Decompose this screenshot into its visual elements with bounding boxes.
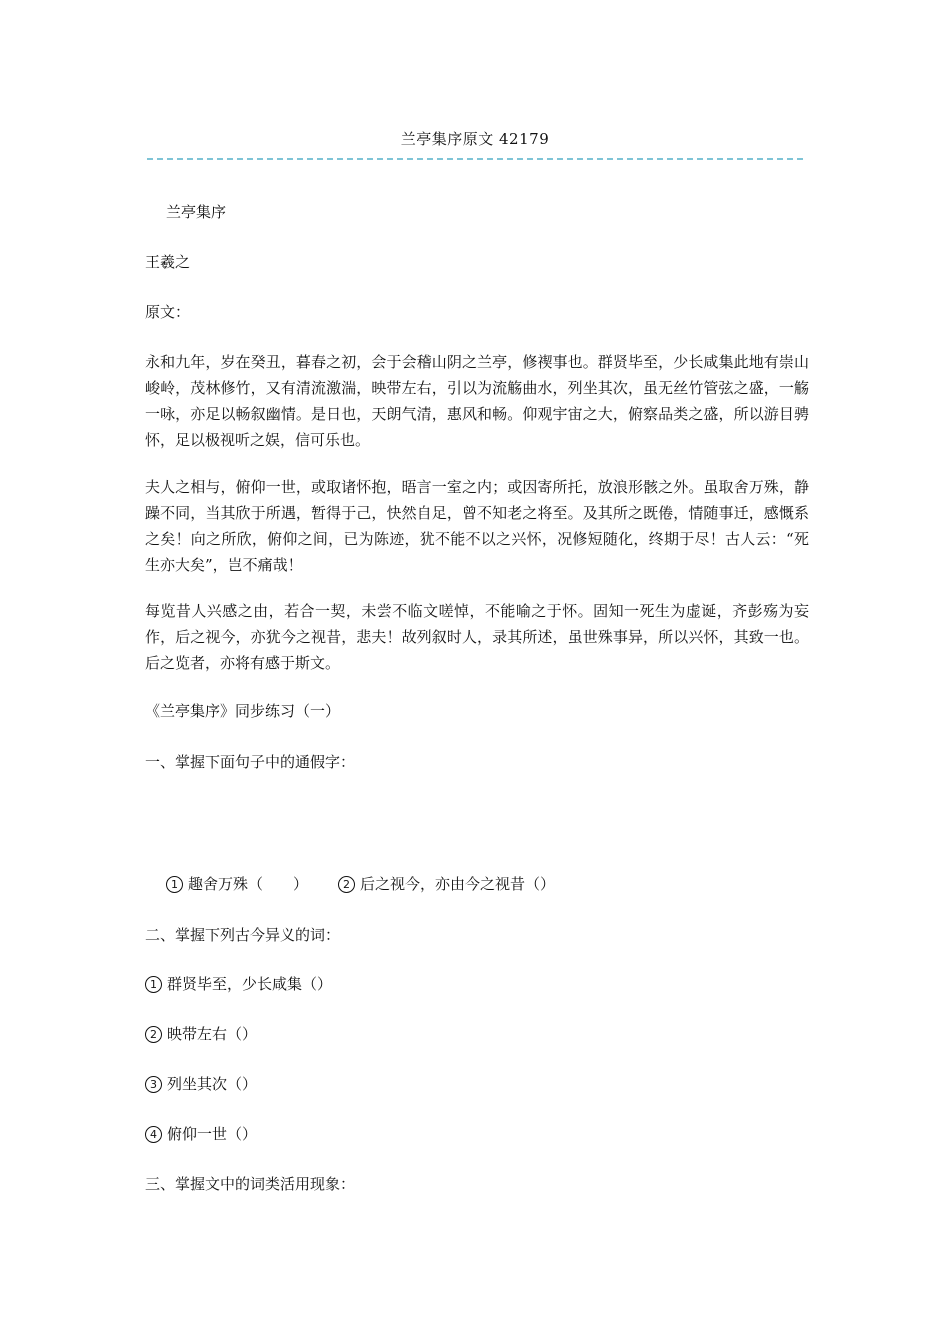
question-text: 映带左右（） bbox=[167, 1025, 258, 1043]
original-label: 原文： bbox=[145, 303, 191, 321]
exercise-title: 《兰亭集序》同步练习（一） bbox=[145, 702, 341, 720]
section-2-heading: 二、掌握下列古今异义的词： bbox=[145, 926, 341, 944]
document-title: 兰亭集序原文 42179 bbox=[400, 130, 550, 148]
number-circle: 1 bbox=[166, 876, 183, 893]
section-2-item bbox=[145, 1121, 809, 1147]
essay-heading: 兰亭集序 bbox=[166, 203, 227, 221]
question-text: 群贤毕至，少长咸集（） bbox=[167, 975, 333, 993]
section-2-item bbox=[145, 1071, 809, 1097]
question-text: 趣舍万殊（ ） bbox=[188, 875, 309, 893]
section-1-items bbox=[166, 871, 830, 897]
question-text: 列坐其次（） bbox=[167, 1075, 258, 1093]
number-circle: 4 bbox=[145, 1126, 162, 1143]
section-1-heading: 一、掌握下面句子中的通假字： bbox=[145, 753, 356, 771]
number-circle: 1 bbox=[145, 976, 162, 993]
section-2-item bbox=[145, 1021, 809, 1047]
question-text: 俯仰一世（） bbox=[167, 1125, 258, 1143]
number-circle: 2 bbox=[145, 1026, 162, 1043]
author-name: 王羲之 bbox=[145, 253, 191, 271]
title-divider bbox=[147, 158, 803, 160]
essay-paragraph-1: 永和九年，岁在癸丑，暮春之初，会于会稽山阴之兰亭，修禊事也。群贤毕至，少长咸集此地有崇山峻岭，茂林修竹，又有清流激湍，映带左右，引以为流觞曲水，列坐其次，虽无丝竹管弦之盛，一觞一咏，亦足以畅叙幽情。是日也，天朗气清，惠风和畅。仰观宇宙之大，俯察品类之盛，所以游目骋怀，足以极视听之娱，信可乐也。 bbox=[145, 353, 809, 449]
section-2-item bbox=[145, 971, 809, 997]
section-3-heading: 三、掌握文中的词类活用现象： bbox=[145, 1175, 356, 1193]
question-text: 后之视今，亦由今之视昔（） bbox=[360, 875, 556, 893]
essay-paragraph-3: 每览昔人兴感之由，若合一契，未尝不临文嗟悼，不能喻之于怀。固知一死生为虚诞，齐彭殇为妄作，后之视今，亦犹今之视昔，悲夫！故列叙时人，录其所述，虽世殊事异，所以兴怀，其致一也。后之览者，亦将有感于斯文。 bbox=[145, 602, 809, 672]
number-circle: 2 bbox=[338, 876, 355, 893]
number-circle: 3 bbox=[145, 1076, 162, 1093]
essay-paragraph-2: 夫人之相与，俯仰一世，或取诸怀抱，晤言一室之内；或因寄所托，放浪形骸之外。虽取舍万殊，静躁不同，当其欣于所遇，暂得于己，快然自足，曾不知老之将至。及其所之既倦，情随事迁，感慨系之矣！向之所欣，俯仰之间，已为陈迹，犹不能不以之兴怀，况修短随化，终期于尽！古人云：“死生亦大矣”，岂不痛哉！ bbox=[145, 478, 809, 574]
